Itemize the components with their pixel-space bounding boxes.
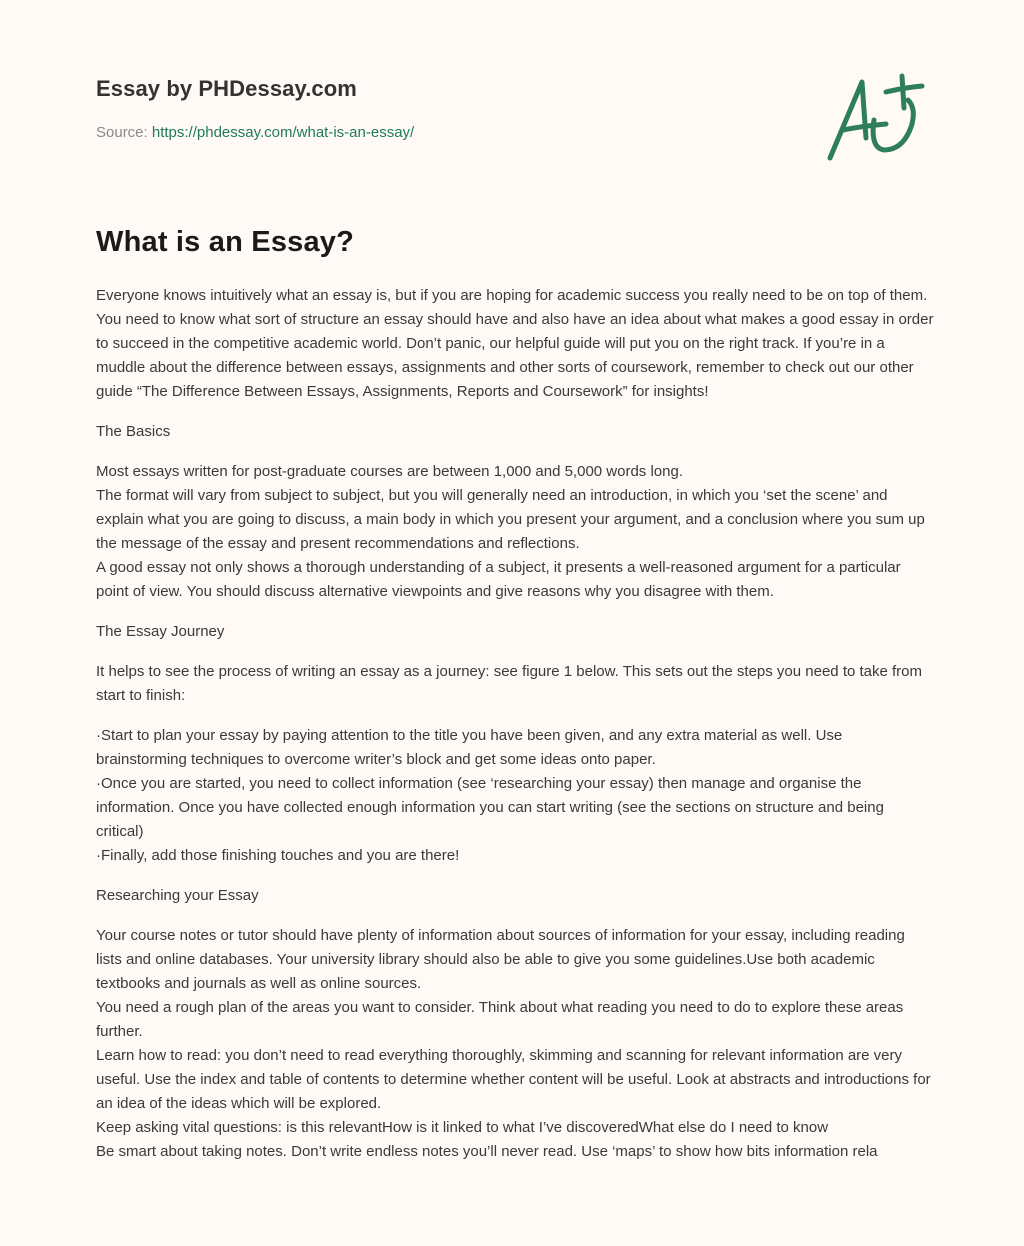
article-body [96, 284, 934, 1180]
source-line [96, 124, 414, 141]
researching-line: Be smart about taking notes. Don’t write endless notes you’ll never read. Use ‘maps’ to show how bits information rela [96, 1143, 878, 1160]
journey-steps [96, 724, 934, 868]
basics-line: Most essays written for post-graduate courses are between 1,000 and 5,000 words long. [96, 463, 683, 480]
journey-step: ·Once you are started, you need to collect information (see ‘researching your essay) then manage and organise the information. Once you have collected enough information you can start writing (see the sections on structure and being critical) [96, 775, 884, 840]
journey-intro: It helps to see the process of writing an essay as a journey: see figure 1 below. This sets out the steps you need to take from start to finish: [96, 663, 923, 704]
source-link[interactable]: https://phdessay.com/what-is-an-essay/ [151, 124, 415, 141]
basics-line: The format will vary from subject to subject, but you will generally need an introduction, in which you ‘set the scene’ and explain what you are going to discuss, a main body in which you present your argument, and a conclusion where you sum up the message of the essay and present recommendations and reflections. [96, 487, 925, 552]
section-heading-basics: The Basics [96, 423, 171, 440]
section-heading-researching: Researching your Essay [96, 887, 259, 904]
section-heading-essay-journey: The Essay Journey [96, 623, 225, 640]
journey-step: ·Finally, add those finishing touches and you are there! [96, 847, 460, 864]
site-title: Essay by PHDessay.com [96, 76, 357, 101]
basics-paragraph [96, 460, 934, 604]
researching-line: Keep asking vital questions: is this relevantHow is it linked to what I’ve discoveredWhat else do I need to know [96, 1119, 829, 1136]
researching-paragraph [96, 924, 934, 1164]
researching-line: Learn how to read: you don’t need to read everything thoroughly, skimming and scanning for relevant information are very useful. Use the index and table of contents to determine whether content will be useful. Look at abstracts and introductions for an idea of the ideas which will be explored. [96, 1047, 931, 1112]
page-title: What is an Essay? [96, 226, 355, 258]
researching-line: You need a rough plan of the areas you want to consider. Think about what reading you need to do to explore these areas further. [96, 999, 904, 1040]
source-label: Source: [96, 124, 152, 141]
journey-step: ·Start to plan your essay by paying attention to the title you have been given, and any extra material as well. Use brainstorming techniques to overcome writer’s block and get some ideas onto paper. [96, 727, 843, 768]
basics-line: A good essay not only shows a thorough understanding of a subject, it presents a well-reasoned argument for a particular point of view. You should discuss alternative viewpoints and give reasons why you disagree with them. [96, 559, 901, 600]
researching-line: Your course notes or tutor should have plenty of information about sources of information for your essay, including reading lists and online databases. Your university library should also be able to give you some guidelines.Use both academic textbooks and journals as well as online sources. [96, 927, 905, 992]
intro-paragraph: Everyone knows intuitively what an essay is, but if you are hoping for academic success you really need to be on top of them. You need to know what sort of structure an essay should have and also have an idea about what makes a good essay in order to succeed in the competitive academic world. Don’t panic, our helpful guide will put you on the right track. If you’re in a muddle about the difference between essays, assignments and other sorts of coursework, remember to check out our other guide “The Difference Between Essays, Assignments, Reports and Coursework” for insights! [96, 287, 934, 400]
a-plus-icon [818, 68, 928, 168]
